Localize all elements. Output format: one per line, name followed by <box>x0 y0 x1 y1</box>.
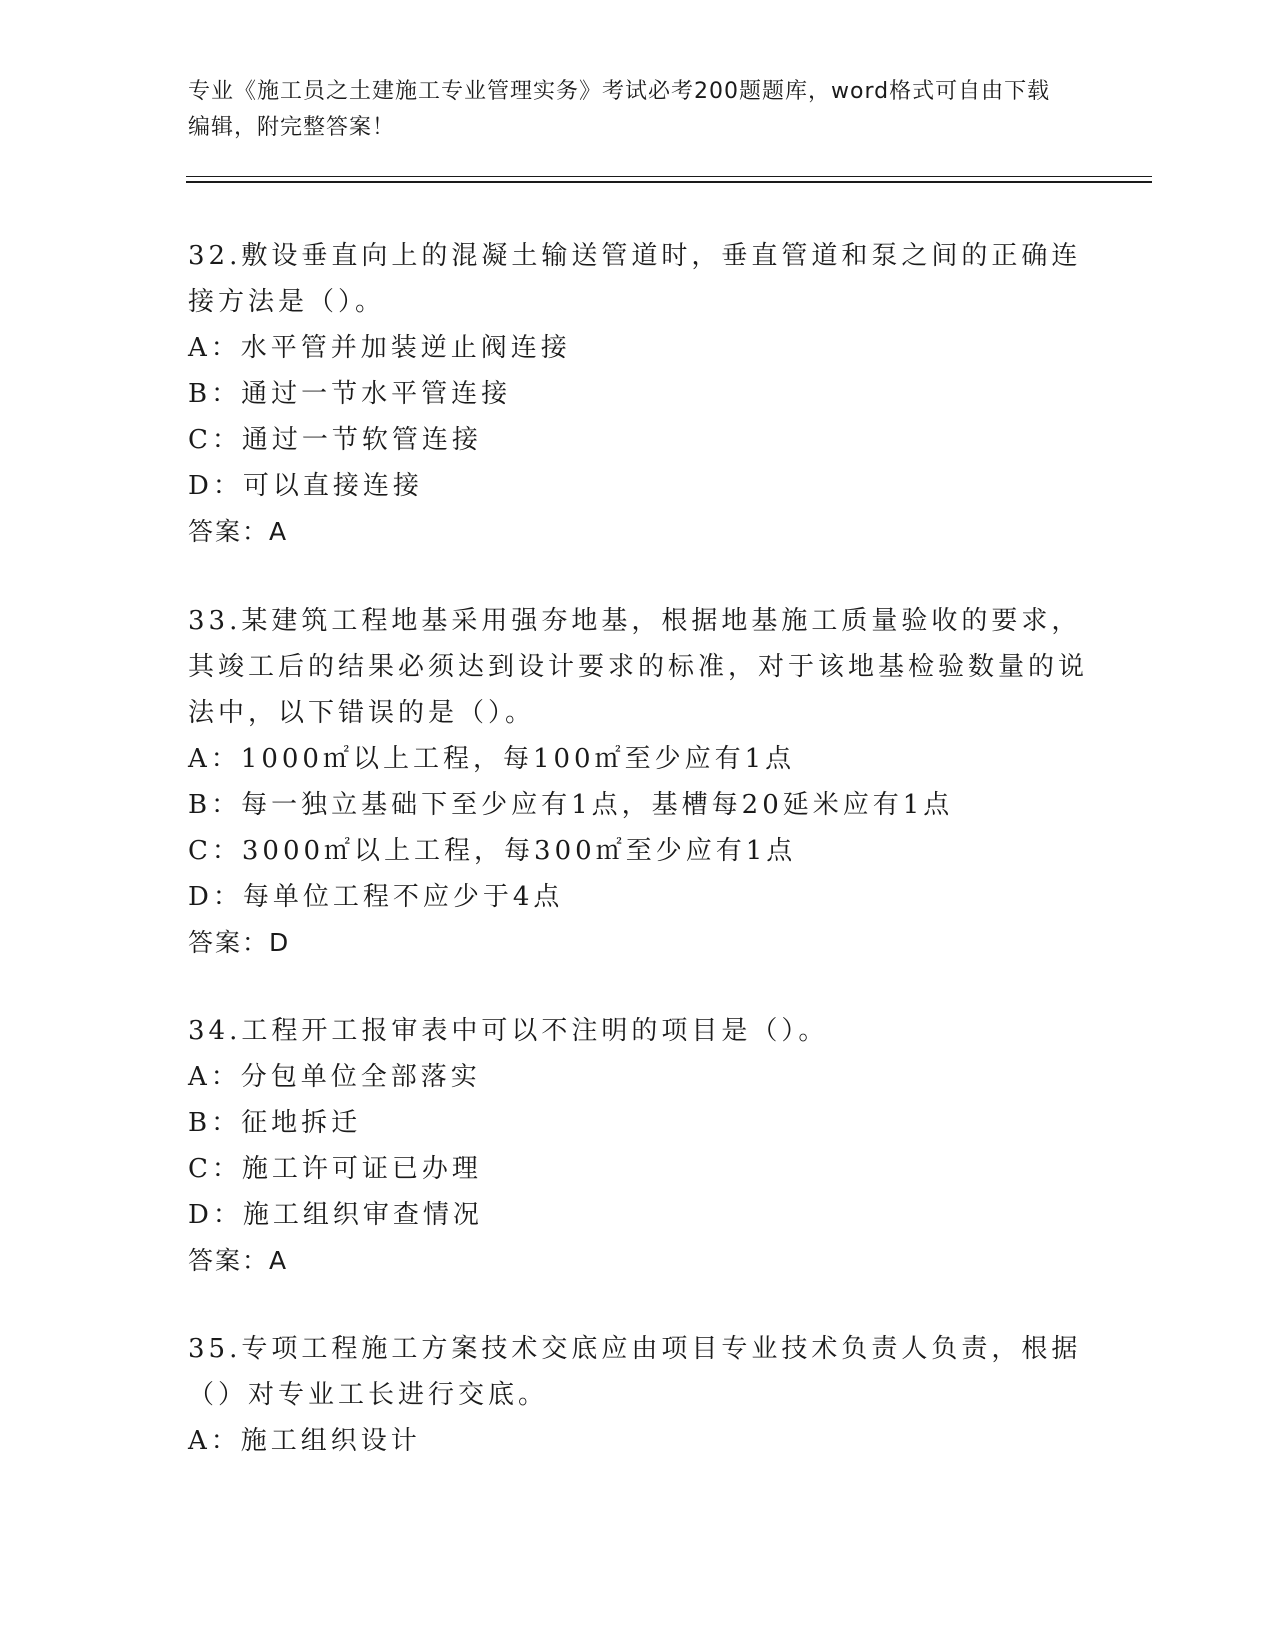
option-c: C：3000㎡以上工程，每300㎡至少应有1点 <box>188 836 797 866</box>
answer: 答案：D <box>188 928 291 957</box>
option-b: B：征地拆迁 <box>188 1108 362 1138</box>
option-a: A：1000㎡以上工程，每100㎡至少应有1点 <box>188 744 796 774</box>
option-d: D：施工组织审查情况 <box>188 1200 483 1230</box>
option-d: D：可以直接连接 <box>188 471 423 501</box>
question-text: 35.专项工程施工方案技术交底应由项目专业技术负责人负责，根据（）对专业工长进行交底。 <box>188 1334 1082 1410</box>
header-rule-thin <box>186 176 1152 177</box>
option-d: D：每单位工程不应少于4点 <box>188 882 564 912</box>
answer: 答案：A <box>188 1246 289 1275</box>
question-32 <box>188 233 1088 555</box>
question-text: 33.某建筑工程地基采用强夯地基，根据地基施工质量验收的要求，其竣工后的结果必须达到设计要求的标准，对于该地基检验数量的说法中，以下错误的是（）。 <box>188 606 1089 728</box>
question-text: 32.敷设垂直向上的混凝土输送管道时，垂直管道和泵之间的正确连接方法是（）。 <box>188 241 1082 317</box>
question-text: 34.工程开工报审表中可以不注明的项目是（）。 <box>188 1016 829 1046</box>
option-a: A：施工组织设计 <box>188 1426 421 1456</box>
option-c: C：施工许可证已办理 <box>188 1154 482 1184</box>
option-a: A：分包单位全部落实 <box>188 1062 481 1092</box>
question-34 <box>188 1008 1088 1284</box>
document-header: 专业《施工员之土建施工专业管理实务》考试必考200题题库，word格式可自由下载编辑，附完整答案！ <box>188 79 1051 140</box>
question-33 <box>188 598 1088 966</box>
header-rule-thick <box>186 181 1152 183</box>
option-b: B：每一独立基础下至少应有1点，基槽每20延米应有1点 <box>188 790 954 820</box>
answer: 答案：A <box>188 517 289 546</box>
option-b: B：通过一节水平管连接 <box>188 379 512 409</box>
option-a: A：水平管并加装逆止阀连接 <box>188 333 571 363</box>
option-c: C：通过一节软管连接 <box>188 425 482 455</box>
question-35 <box>188 1326 1088 1464</box>
